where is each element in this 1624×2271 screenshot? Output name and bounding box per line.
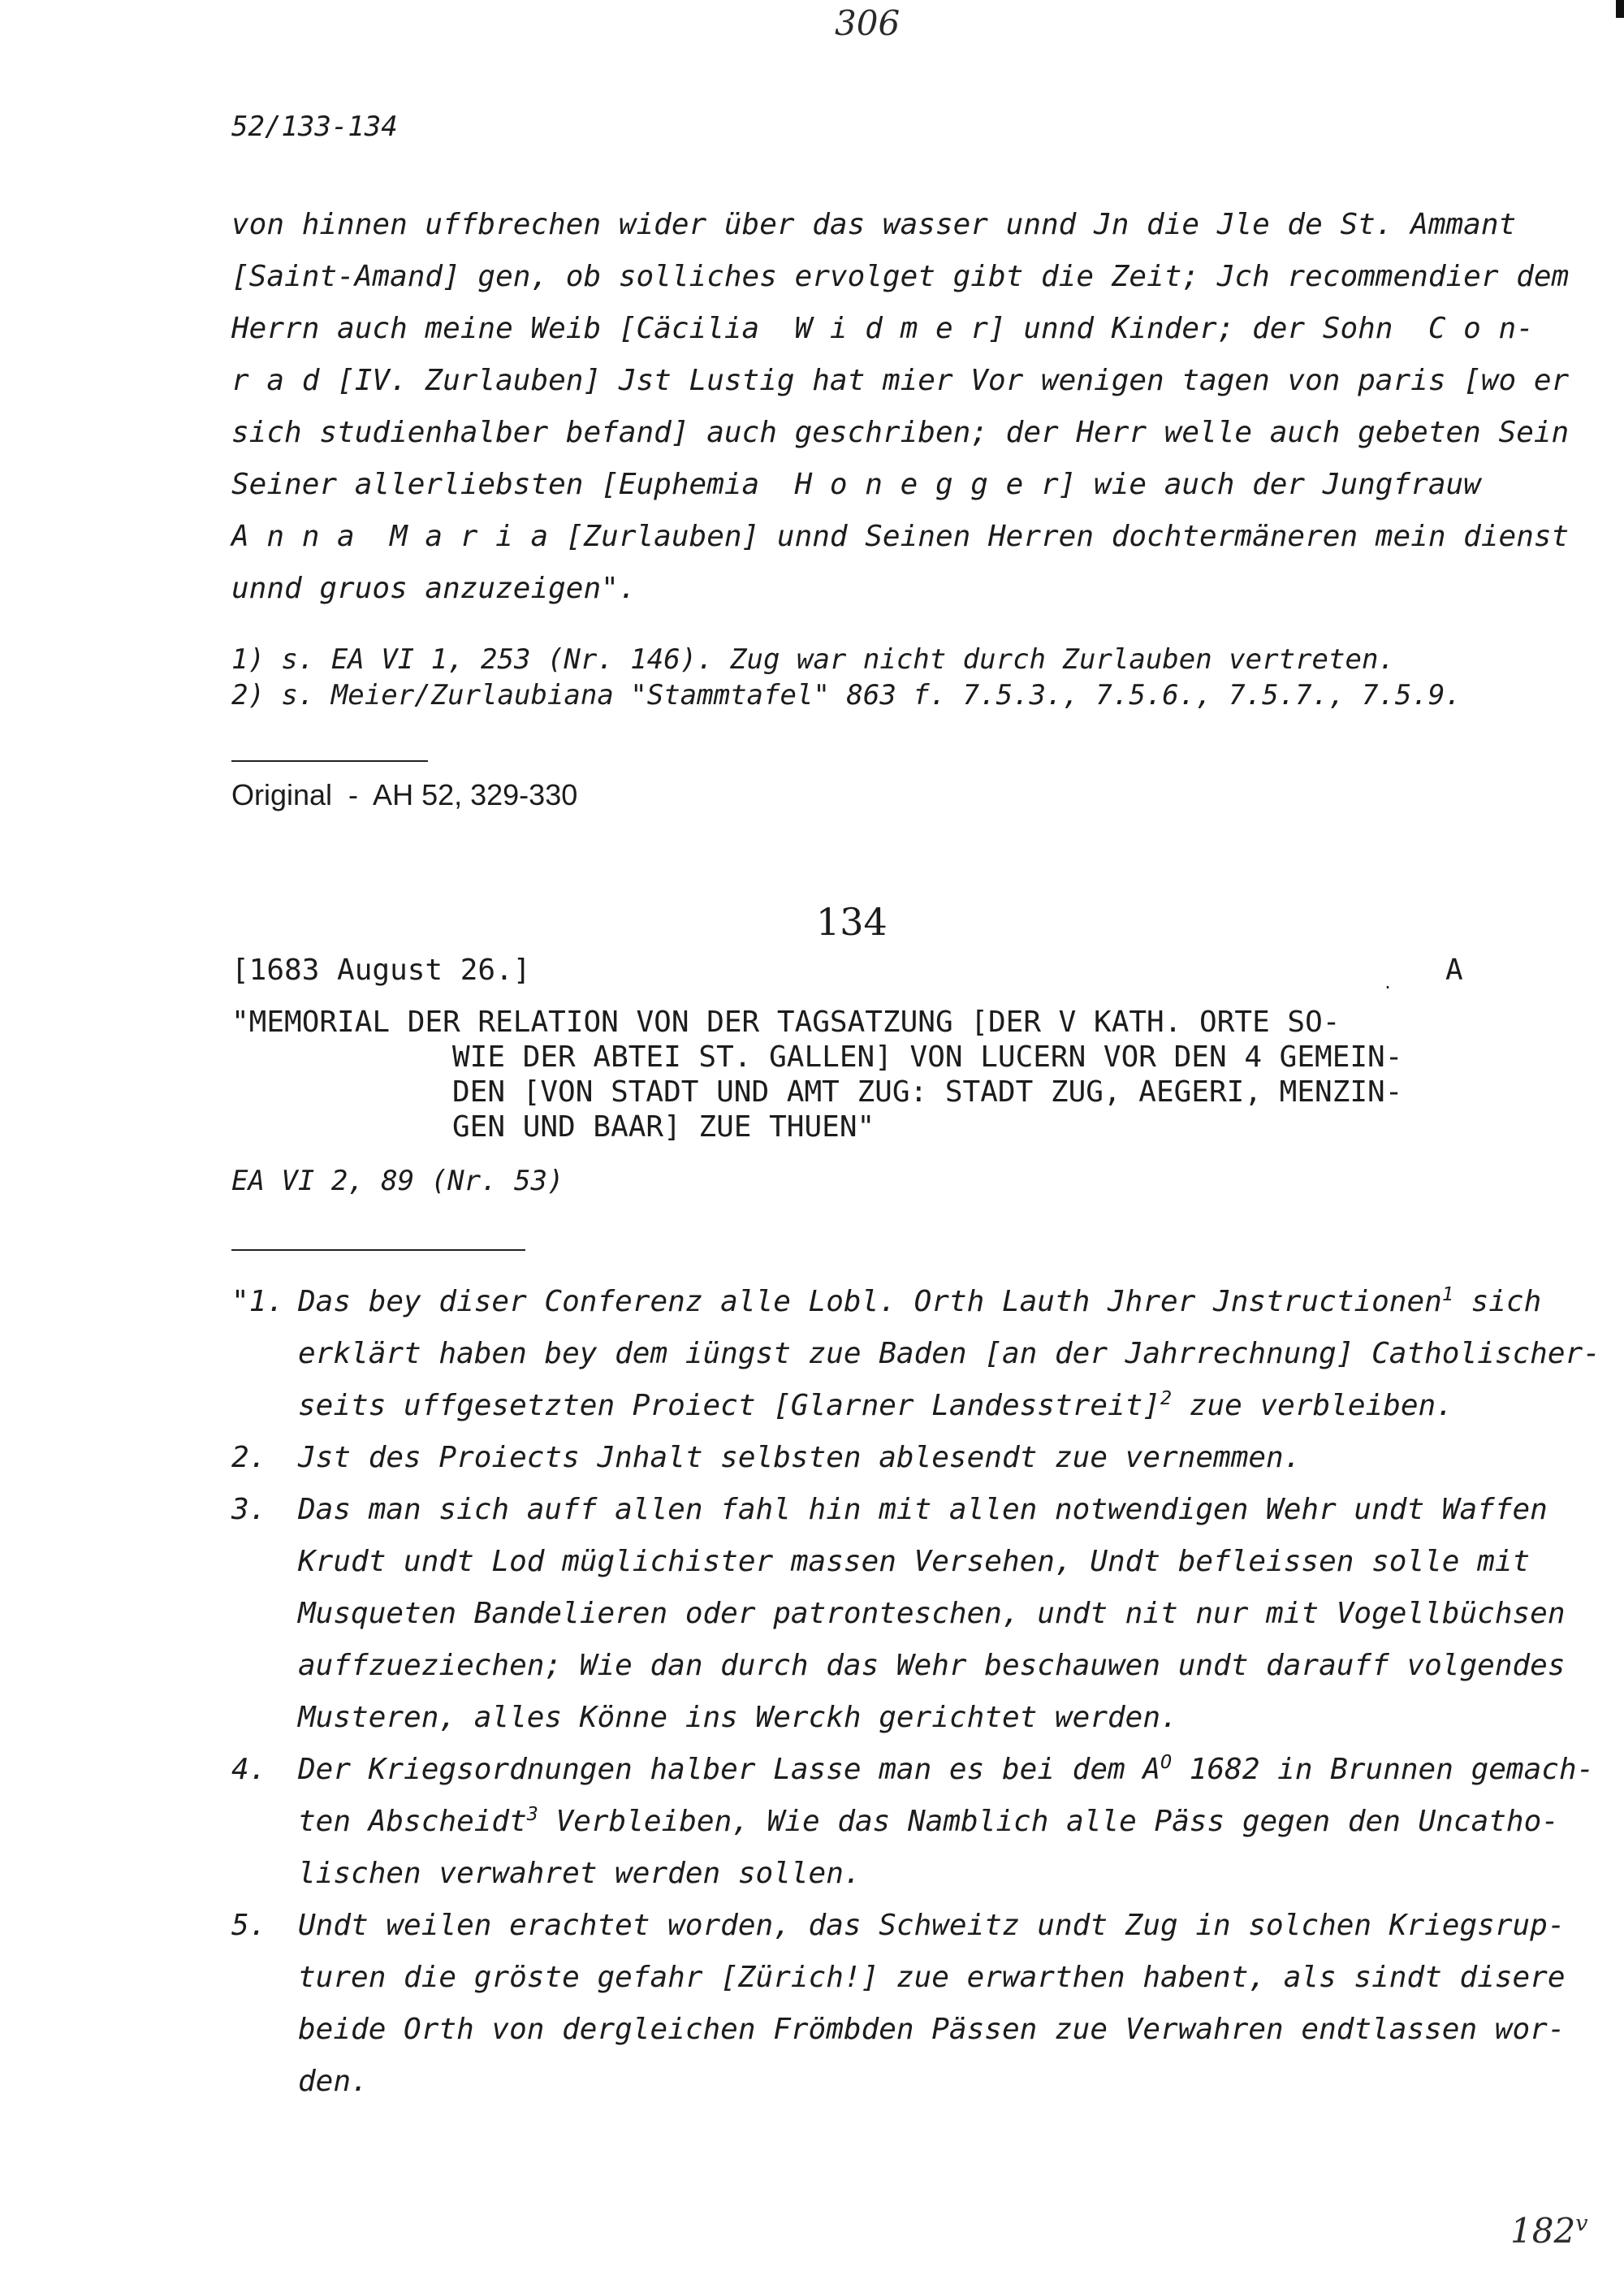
reference-top: 52/133-134 xyxy=(231,110,398,143)
intro-line: [Saint-Amand] gen, ob solliches ervolget gibt die Zeit; Jch recommendier dem xyxy=(231,260,1570,293)
item-line: Krudt undt Lod müglichister massen Versehen, Undt befleissen solle mit xyxy=(298,1545,1531,1578)
dot-mark: . xyxy=(1383,973,1393,993)
intro-line: r a d [IV. Zurlauben] Jst Lustig hat mier Vor wenigen tagen von paris [wo er xyxy=(231,364,1570,397)
corner-mark xyxy=(1616,0,1624,18)
item-line: Musqueten Bandelieren oder patronteschen, undt nit nur mit Vogellbüchsen xyxy=(298,1597,1566,1630)
original-reference: Original - AH 52, 329-330 xyxy=(231,778,578,811)
item-line xyxy=(298,1285,1541,1318)
handwritten-folio xyxy=(1510,2211,1588,2251)
footnote: 1) s. EA VI 1, 253 (Nr. 146). Zug war nicht durch Zurlauben vertreten. xyxy=(231,643,1395,676)
item-line: Jst des Proiects Jnhalt selbsten ablesendt zue vernemmen. xyxy=(298,1441,1302,1474)
item-line: den. xyxy=(298,2065,369,2098)
document-date: [1683 August 26.] xyxy=(231,954,531,987)
divider xyxy=(231,1249,525,1251)
item-text: ten Abscheidt xyxy=(298,1805,527,1838)
item-text: Der Kriegsordnungen halber Lasse man es bei dem A xyxy=(298,1753,1161,1786)
footnote-ref: 1 xyxy=(1441,1283,1453,1305)
item-line: Das man sich auff allen fahl hin mit allen notwendigen Wehr undt Waffen xyxy=(298,1493,1548,1526)
superscript: O xyxy=(1160,1750,1173,1773)
item-line xyxy=(298,1386,1453,1422)
title-line: DEN [VON STADT UND AMT ZUG: STADT ZUG, AEGERI, MENZIN- xyxy=(452,1075,1403,1109)
item-number: 4. xyxy=(231,1753,267,1786)
item-line: lischen verwahret werden sollen. xyxy=(298,1857,862,1890)
item-text: zue verbleiben. xyxy=(1172,1389,1453,1422)
item-text: Verbleiben, Wie das Namblich alle Päss gegen den Uncatho- xyxy=(538,1805,1559,1838)
item-line xyxy=(298,1750,1595,1786)
title-line: WIE DER ABTEI ST. GALLEN] VON LUCERN VOR DEN 4 GEMEIN- xyxy=(452,1040,1403,1074)
title-line: GEN UND BAAR] ZUE THUEN" xyxy=(452,1110,875,1144)
footnote: 2) s. Meier/Zurlaubiana "Stammtafel" 863 f. 7.5.3., 7.5.6., 7.5.7., 7.5.9. xyxy=(231,679,1462,712)
item-line: turen die gröste gefahr [Zürich!] zue erwarthen habent, als sindt disere xyxy=(298,1961,1566,1994)
document-number: 134 xyxy=(816,900,888,944)
item-text: seits uffgesetzten Proiect [Glarner Landesstreit] xyxy=(298,1389,1161,1422)
intro-line: unnd gruos anzuzeigen". xyxy=(231,572,637,605)
item-line xyxy=(298,1802,1559,1838)
item-number: 5. xyxy=(231,1909,267,1942)
footnote-ref: 2 xyxy=(1160,1386,1173,1409)
intro-line: Seiner allerliebsten [Euphemia H o n e g g e r] wie auch der Jungfrauw xyxy=(231,468,1481,501)
item-text: Das bey diser Conferenz alle Lobl. Orth Lauth Jhrer Jnstructionen xyxy=(298,1285,1442,1318)
intro-line: Herrn auch meine Weib [Cäcilia W i d m e r] unnd Kinder; der Sohn C o n- xyxy=(231,312,1534,345)
item-number: "1. xyxy=(231,1285,285,1318)
item-number: 2. xyxy=(231,1441,267,1474)
item-line: Undt weilen erachtet worden, das Schweitz undt Zug in solchen Kriegsrup- xyxy=(298,1909,1566,1942)
title-reference: EA VI 2, 89 (Nr. 53) xyxy=(231,1165,564,1197)
item-line: beide Orth von dergleichen Frömbden Pässen zue Verwahren endtlassen wor- xyxy=(298,2013,1566,2046)
document-mark: A xyxy=(1445,954,1463,987)
intro-line: A n n a M a r i a [Zurlauben] unnd Seinen Herren dochtermäneren mein dienst xyxy=(231,520,1570,553)
item-text: sich xyxy=(1453,1285,1542,1318)
footnote-ref: 3 xyxy=(526,1802,538,1825)
item-line: auffzueziechen; Wie dan durch das Wehr beschauwen undt darauff volgendes xyxy=(298,1649,1566,1682)
title-line: "MEMORIAL DER RELATION VON DER TAGSATZUNG [DER V KATH. ORTE SO- xyxy=(231,1006,1341,1039)
divider xyxy=(231,760,428,762)
handwritten-page-number: 306 xyxy=(835,3,901,43)
item-text: 1682 in Brunnen gemach- xyxy=(1172,1753,1595,1786)
folio-side: v xyxy=(1575,2211,1588,2236)
folio-number: 182 xyxy=(1510,2211,1576,2251)
intro-line: von hinnen uffbrechen wider über das wasser unnd Jn die Jle de St. Ammant xyxy=(231,208,1517,241)
item-line: Musteren, alles Könne ins Werckh gerichtet werden. xyxy=(298,1701,1178,1734)
item-line: erklärt haben bey dem iüngst zue Baden [an der Jahrrechnung] Catholischer- xyxy=(298,1337,1600,1370)
intro-line: sich studienhalber befand] auch geschriben; der Herr welle auch gebeten Sein xyxy=(231,416,1570,449)
item-number: 3. xyxy=(231,1493,267,1526)
